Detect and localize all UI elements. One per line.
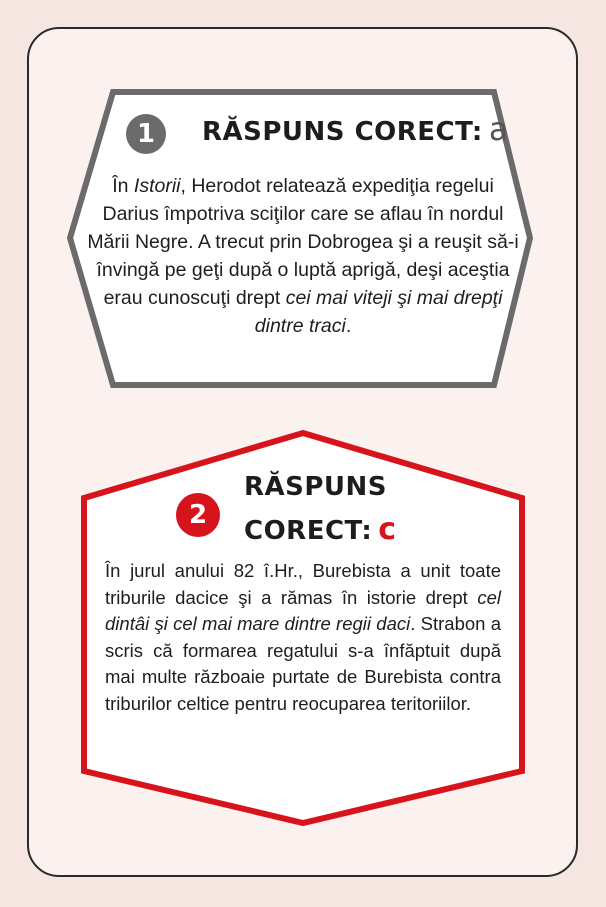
answer-1-text-d: cei mai viteji şi mai drepţi dintre traci — [254, 287, 503, 337]
answer-2-heading-line-1: RĂSPUNS — [244, 472, 388, 502]
answer-1-letter: a — [488, 110, 509, 148]
answer-2-heading-line-2 — [244, 512, 397, 547]
answer-1-heading — [202, 110, 509, 148]
answer-2-number-badge: 2 — [176, 493, 220, 537]
answer-1-heading-text: RĂSPUNS CORECT: — [202, 117, 483, 147]
answer-2-text-c: . Strabon a scris că formarea regatului s-a înfăptuit după mai multe războaie purtate de Burebista contra triburilor celtice pentru reocuparea teritoriilor. — [105, 613, 501, 714]
answer-1-number-badge: 1 — [126, 114, 166, 154]
answer-2-text-a: În jurul anului 82 î.Hr., Burebista a unit toate triburile dacice şi a rămas în istorie drept — [105, 560, 501, 608]
answer-2-letter: c — [378, 512, 397, 547]
answer-1-text-b: Istorii — [133, 175, 181, 197]
answer-2-explanation — [105, 558, 501, 717]
answer-2-heading-text: CORECT: — [244, 516, 373, 546]
answer-2-text-b: cel dintâi şi cel mai mare dintre regii daci — [105, 586, 501, 634]
answer-1-text-e: . — [345, 315, 352, 337]
answer-1-text-a: În — [112, 175, 134, 197]
answer-1-text-c: , Herodot relatează expediţia regelui Darius împotriva sciţilor care se aflau în nordul Mării Negre. A trecut prin Dobrogea şi a reuşit să-i învingă pe geţi după o luptă aprigă, deşi aceştia erau cunoscuţi drept — [87, 175, 519, 309]
answer-1-explanation — [82, 172, 524, 340]
